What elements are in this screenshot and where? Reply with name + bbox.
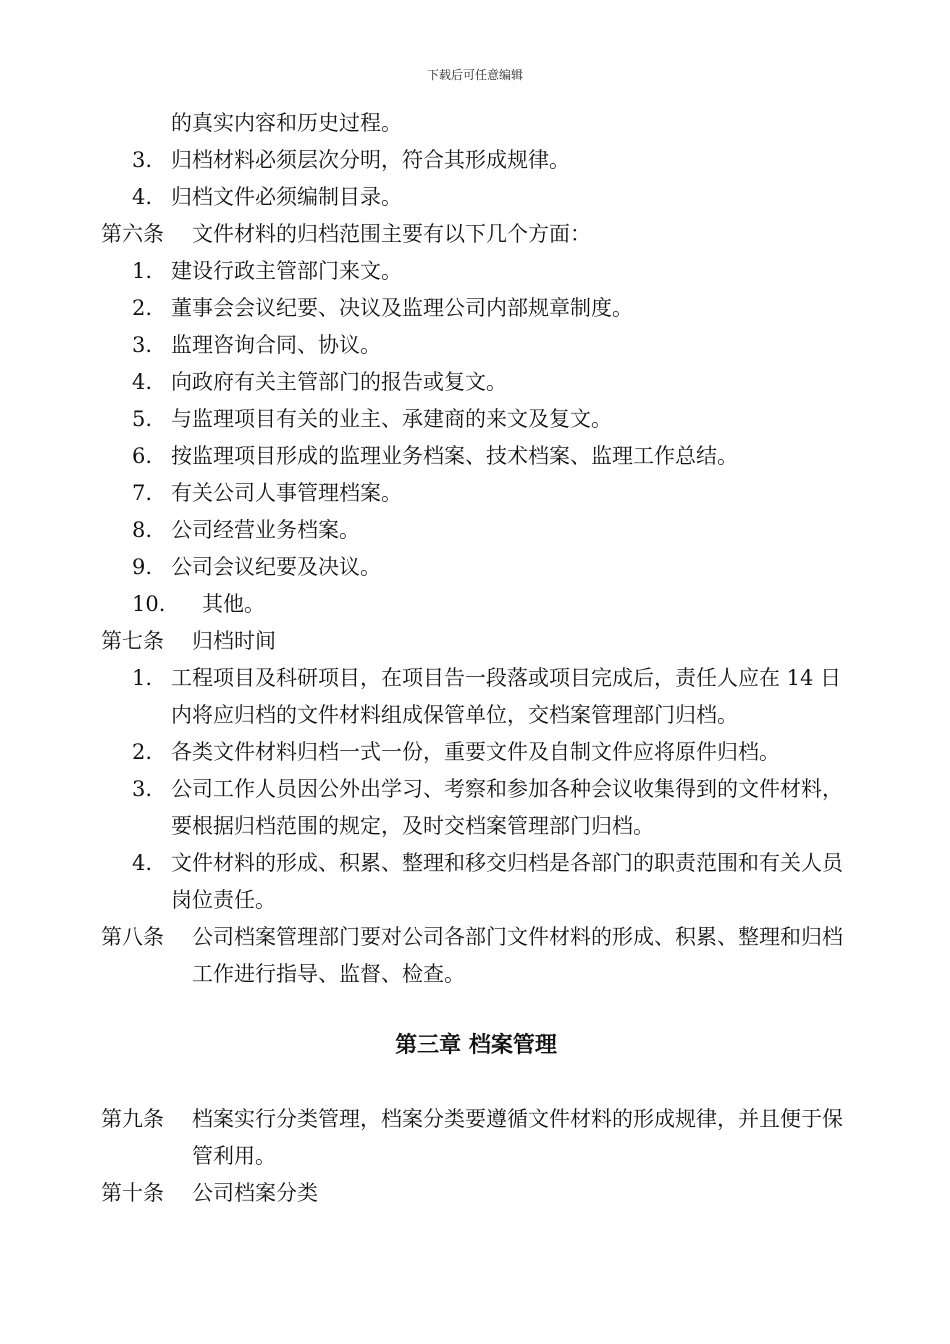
list-item-number: 4.	[132, 370, 153, 394]
list-item-number: 10.	[132, 592, 166, 616]
article-9	[101, 1101, 853, 1175]
list-item-number: 9.	[132, 555, 153, 579]
list-item	[101, 586, 853, 623]
list-item	[101, 327, 853, 364]
list-item-text: 有关公司人事管理档案。	[171, 481, 402, 505]
list-item-text: 董事会会议纪要、决议及监理公司内部规章制度。	[171, 296, 633, 320]
list-item-number: 3.	[132, 333, 153, 357]
continuation-text: 的真实内容和历史过程。	[171, 111, 402, 135]
list-item	[101, 475, 853, 512]
article-text: 公司档案分类	[192, 1181, 318, 1205]
list-item	[101, 401, 853, 438]
list-item	[101, 660, 853, 734]
list-item-number: 6.	[132, 444, 153, 468]
list-item	[101, 512, 853, 549]
article-text: 公司档案管理部门要对公司各部门文件材料的形成、积累、整理和归档工作进行指导、监督、检查。	[192, 925, 843, 986]
list-item-number: 5.	[132, 407, 153, 431]
list-item	[101, 549, 853, 586]
list-item-number: 2.	[132, 740, 153, 764]
article-text: 文件材料的归档范围主要有以下几个方面：	[192, 222, 591, 246]
list-item	[101, 290, 853, 327]
article-8	[101, 919, 853, 993]
list-item-number: 1.	[132, 666, 153, 690]
list-item-number: 2.	[132, 296, 153, 320]
list-item-text: 与监理项目有关的业主、承建商的来文及复文。	[171, 407, 612, 431]
list-item-text: 建设行政主管部门来文。	[171, 259, 402, 283]
list-item-number: 3.	[132, 777, 153, 801]
list-item-text: 按监理项目形成的监理业务档案、技术档案、监理工作总结。	[171, 444, 738, 468]
list-item	[101, 179, 853, 216]
list-item-text: 各类文件材料归档一式一份，重要文件及自制文件应将原件归档。	[171, 740, 780, 764]
list-item-number: 1.	[132, 259, 153, 283]
list-item-text: 归档材料必须层次分明，符合其形成规律。	[171, 148, 570, 172]
article-10	[101, 1175, 853, 1212]
list-item-text: 向政府有关主管部门的报告或复文。	[171, 370, 507, 394]
list-item	[101, 142, 853, 179]
article-label: 第六条	[101, 222, 164, 246]
list-item	[101, 845, 853, 919]
continuation-line	[101, 105, 853, 142]
list-item	[101, 734, 853, 771]
article-label: 第八条	[101, 925, 164, 949]
list-item-number: 4.	[132, 185, 153, 209]
list-item-number: 4.	[132, 851, 153, 875]
document-body	[101, 105, 853, 1212]
article-label: 第七条	[101, 629, 164, 653]
list-item-text: 文件材料的形成、积累、整理和移交归档是各部门的职责范围和有关人员岗位责任。	[171, 851, 843, 912]
list-item-text: 监理咨询合同、协议。	[171, 333, 381, 357]
chapter-heading: 第三章 档案管理	[395, 1033, 557, 1058]
list-item	[101, 438, 853, 475]
list-item	[101, 771, 853, 845]
list-item-number: 7.	[132, 481, 153, 505]
article-7	[101, 623, 853, 660]
article-text: 档案实行分类管理，档案分类要遵循文件材料的形成规律，并且便于保管利用。	[192, 1107, 843, 1168]
list-item-text: 工程项目及科研项目，在项目告一段落或项目完成后，责任人应在 14 日内将应归档的文件材料组成保管单位，交档案管理部门归档。	[171, 666, 842, 727]
list-item	[101, 364, 853, 401]
article-6	[101, 216, 853, 253]
list-item-number: 3.	[132, 148, 153, 172]
list-item-text: 公司工作人员因公外出学习、考察和参加各种会议收集得到的文件材料，要根据归档范围的规定，及时交档案管理部门归档。	[171, 777, 843, 838]
list-item-text: 归档文件必须编制目录。	[171, 185, 402, 209]
page-header: 下载后可任意编辑	[426, 68, 523, 82]
article-text: 归档时间	[192, 629, 276, 653]
list-item-text: 其他。	[202, 592, 265, 616]
list-item-text: 公司经营业务档案。	[171, 518, 360, 542]
list-item-number: 8.	[132, 518, 153, 542]
article-label: 第九条	[101, 1107, 164, 1131]
article-label: 第十条	[101, 1181, 164, 1205]
list-item-text: 公司会议纪要及决议。	[171, 555, 381, 579]
list-item	[101, 253, 853, 290]
